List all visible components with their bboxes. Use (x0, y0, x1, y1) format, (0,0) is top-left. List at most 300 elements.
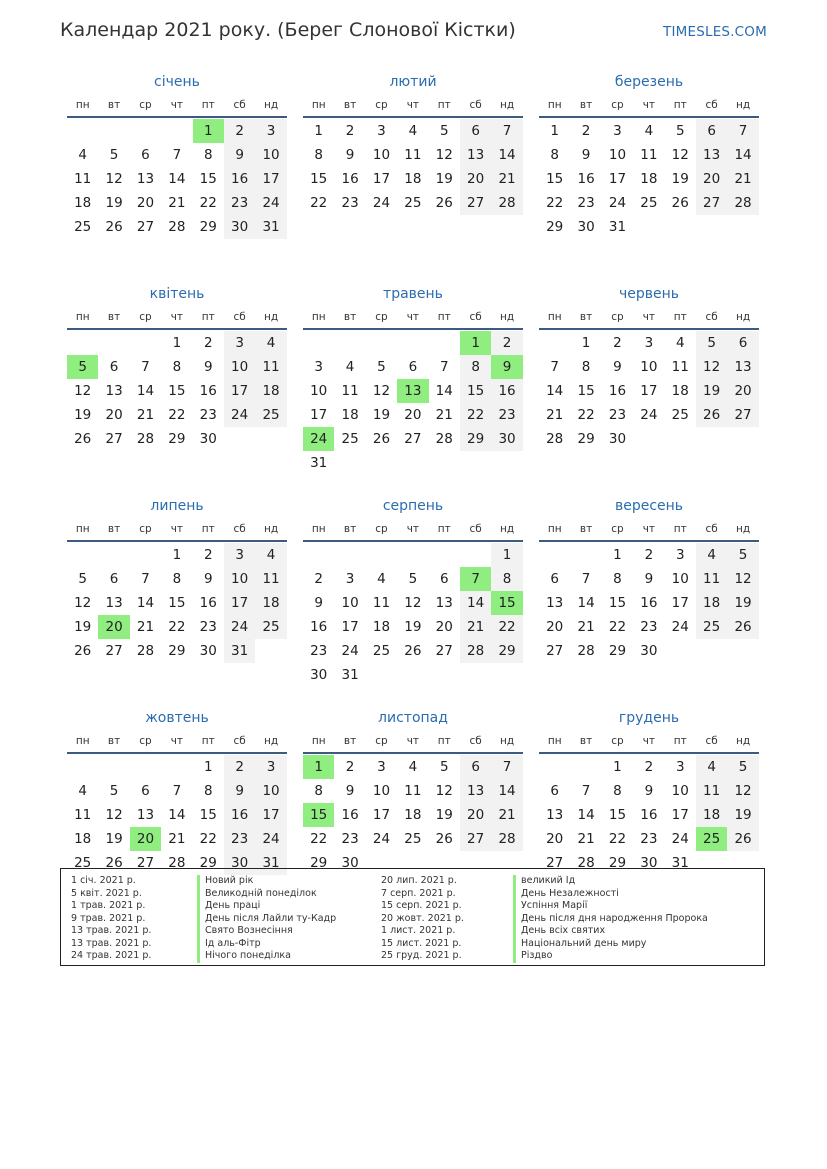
day-cell: 18 (74, 195, 92, 211)
weekday-label: сб (469, 523, 482, 535)
day-cell: 27 (105, 431, 123, 447)
weekday-label: ср (139, 311, 152, 323)
day-cell: 3 (644, 335, 654, 351)
legend-left-names (197, 875, 336, 963)
day-cell: 3 (675, 759, 685, 775)
day-cell: 11 (372, 595, 391, 611)
holiday-day-cell: 13 (397, 379, 428, 403)
legend-date: 24 трав. 2021 р. (71, 950, 152, 961)
weekday-header (67, 94, 287, 118)
day-cell: 11 (255, 355, 286, 379)
day-cell: 13 (546, 807, 564, 823)
day-cell: 4 (675, 335, 685, 351)
weekday-label: ср (375, 99, 388, 111)
holiday-day-cell: 1 (193, 119, 224, 143)
day-cell: 5 (377, 359, 386, 375)
day-cell: 1 (613, 759, 622, 775)
holiday-day-cell: 15 (491, 591, 522, 615)
weekday-label: пн (547, 735, 562, 747)
day-cell: 2 (224, 119, 255, 143)
weekday-label: пт (201, 311, 215, 323)
weekday-label: чт (642, 99, 656, 111)
holiday-day-cell: 1 (303, 755, 334, 779)
empty-cell (67, 119, 98, 143)
day-cell: 31 (310, 455, 328, 471)
day-cell: 16 (640, 807, 658, 823)
day-cell: 30 (640, 643, 658, 659)
day-cell: 21 (136, 619, 155, 635)
weekday-label: ср (375, 735, 388, 747)
weekday-label: нд (263, 523, 279, 535)
day-cell: 8 (172, 571, 182, 587)
day-cell: 30 (224, 215, 255, 239)
empty-cell (397, 543, 428, 567)
weekday-label: нд (499, 311, 515, 323)
day-cell: 7 (491, 119, 522, 143)
day-cell: 15 (460, 379, 491, 403)
day-cell: 19 (74, 619, 92, 635)
month-5 (539, 284, 759, 496)
day-cell: 22 (168, 407, 186, 423)
day-cell: 4 (696, 543, 727, 567)
day-cell: 2 (491, 331, 522, 355)
legend-holiday-name: День після дня народження Пророка (513, 913, 708, 926)
day-cell: 29 (199, 855, 217, 871)
day-cell: 23 (491, 403, 522, 427)
day-cell: 22 (310, 831, 328, 847)
days-grid (539, 331, 759, 451)
legend-date: 1 трав. 2021 р. (71, 900, 146, 911)
day-cell: 11 (74, 807, 92, 823)
day-cell: 24 (372, 195, 391, 211)
holiday-legend (60, 868, 765, 966)
day-cell: 31 (224, 639, 255, 663)
day-cell: 22 (577, 407, 595, 423)
day-cell: 13 (696, 143, 727, 167)
legend-holiday-name: Нічого понеділка (197, 950, 336, 963)
day-cell: 12 (671, 147, 689, 163)
day-cell: 13 (435, 595, 453, 611)
weekday-label: сб (705, 523, 718, 535)
weekday-label: сб (469, 311, 482, 323)
day-cell: 12 (74, 383, 92, 399)
empty-cell (429, 543, 460, 567)
days-grid (303, 331, 523, 475)
day-cell: 27 (727, 403, 758, 427)
weekday-label: нд (263, 99, 279, 111)
day-cell: 27 (546, 643, 564, 659)
weekday-label: сб (469, 735, 482, 747)
day-cell: 19 (372, 407, 391, 423)
legend-right-names (513, 875, 708, 963)
day-cell: 20 (105, 407, 123, 423)
day-cell: 3 (224, 543, 255, 567)
day-cell: 14 (136, 383, 155, 399)
day-cell: 7 (172, 147, 182, 163)
weekday-label: нд (499, 523, 515, 535)
day-cell: 29 (460, 427, 491, 451)
empty-cell (539, 543, 570, 567)
weekday-label: вт (107, 735, 121, 747)
day-cell: 1 (550, 123, 559, 139)
day-cell: 22 (199, 831, 217, 847)
day-cell: 7 (141, 571, 150, 587)
day-cell: 19 (671, 171, 689, 187)
day-cell: 14 (577, 595, 595, 611)
day-cell: 4 (255, 331, 286, 355)
day-cell: 23 (640, 619, 658, 635)
month-8 (539, 496, 759, 708)
weekday-label: пн (75, 311, 90, 323)
empty-cell (130, 755, 161, 779)
weekday-header (539, 94, 759, 118)
day-cell: 17 (224, 591, 255, 615)
day-cell: 28 (168, 855, 186, 871)
day-cell: 20 (696, 167, 727, 191)
weekday-label: пт (673, 523, 687, 535)
day-cell: 25 (671, 407, 689, 423)
day-cell: 26 (435, 195, 453, 211)
day-cell: 10 (341, 595, 359, 611)
weekday-label: пт (201, 523, 215, 535)
empty-cell (570, 755, 601, 779)
day-cell: 23 (199, 407, 217, 423)
empty-cell (67, 755, 98, 779)
day-cell: 8 (581, 359, 591, 375)
day-cell: 6 (550, 783, 559, 799)
weekday-label: пт (201, 99, 215, 111)
legend-date: 20 лип. 2021 р. (381, 875, 457, 886)
empty-cell (130, 331, 161, 355)
weekday-label: сб (233, 311, 246, 323)
day-cell: 17 (372, 171, 391, 187)
day-cell: 23 (199, 619, 217, 635)
day-cell: 20 (546, 831, 564, 847)
legend-holiday-name: Великодній понеділок (197, 888, 336, 901)
day-cell: 10 (671, 783, 689, 799)
empty-cell (334, 543, 365, 567)
month-0 (67, 72, 287, 284)
weekday-label: пн (311, 99, 326, 111)
weekday-header (303, 518, 523, 542)
day-cell: 8 (460, 355, 491, 379)
day-cell: 27 (696, 191, 727, 215)
day-cell: 30 (640, 855, 658, 871)
day-cell: 24 (255, 827, 286, 851)
day-cell: 1 (613, 547, 622, 563)
days-grid (67, 755, 287, 875)
day-cell: 9 (224, 143, 255, 167)
day-cell: 2 (613, 335, 622, 351)
day-cell: 30 (310, 667, 328, 683)
day-cell: 19 (727, 591, 758, 615)
day-cell: 10 (310, 383, 328, 399)
day-cell: 25 (640, 195, 658, 211)
day-cell: 15 (546, 171, 564, 187)
legend-right-dates (381, 875, 464, 963)
weekday-label: чт (642, 523, 656, 535)
weekday-label: пн (547, 99, 562, 111)
empty-cell (161, 755, 192, 779)
day-cell: 7 (581, 783, 591, 799)
day-cell: 6 (109, 571, 119, 587)
month-name: серпень (382, 498, 444, 514)
day-cell: 10 (608, 147, 627, 163)
day-cell: 6 (141, 783, 150, 799)
day-cell: 14 (460, 591, 491, 615)
month-name: лютий (389, 74, 437, 90)
empty-cell (161, 119, 192, 143)
day-cell: 29 (546, 219, 564, 235)
day-cell: 27 (546, 855, 564, 871)
month-name: липень (150, 498, 204, 514)
day-cell: 9 (203, 571, 213, 587)
day-cell: 20 (136, 195, 155, 211)
weekday-label: чт (406, 311, 420, 323)
day-cell: 3 (224, 331, 255, 355)
month-7 (303, 496, 523, 708)
empty-cell (98, 755, 129, 779)
day-cell: 27 (105, 643, 123, 659)
day-cell: 1 (581, 335, 591, 351)
day-cell: 5 (109, 147, 119, 163)
day-cell: 30 (577, 219, 595, 235)
day-cell: 11 (640, 147, 658, 163)
day-cell: 2 (203, 547, 213, 563)
legend-date: 20 жовт. 2021 р. (381, 912, 464, 924)
day-cell: 5 (696, 331, 727, 355)
day-cell: 17 (640, 383, 658, 399)
weekday-header (303, 94, 523, 118)
empty-cell (130, 543, 161, 567)
day-cell: 7 (550, 359, 559, 375)
day-cell: 28 (546, 431, 564, 447)
day-cell: 24 (372, 831, 391, 847)
day-cell: 13 (460, 779, 491, 803)
day-cell: 18 (640, 171, 658, 187)
day-cell: 27 (136, 219, 155, 235)
day-cell: 13 (546, 595, 564, 611)
day-cell: 18 (404, 807, 422, 823)
day-cell: 1 (172, 547, 182, 563)
day-cell: 3 (377, 123, 386, 139)
day-cell: 25 (372, 643, 391, 659)
day-cell: 8 (491, 567, 522, 591)
day-cell: 25 (74, 219, 92, 235)
day-cell: 11 (671, 359, 689, 375)
month-name: березень (614, 74, 684, 90)
day-cell: 30 (199, 643, 217, 659)
day-cell: 12 (105, 807, 123, 823)
empty-cell (303, 543, 334, 567)
day-cell: 16 (224, 803, 255, 827)
day-cell: 23 (577, 195, 595, 211)
weekday-label: ср (611, 735, 624, 747)
day-cell: 2 (345, 759, 355, 775)
weekday-label: вт (343, 99, 357, 111)
weekday-label: пн (75, 735, 90, 747)
day-cell: 8 (172, 359, 182, 375)
day-cell: 16 (608, 383, 627, 399)
day-cell: 14 (727, 143, 758, 167)
weekday-label: чт (642, 311, 656, 323)
site-link[interactable]: TIMESLES.COM (663, 24, 767, 40)
day-cell: 18 (671, 383, 689, 399)
day-cell: 10 (372, 147, 391, 163)
day-cell: 10 (671, 571, 689, 587)
holiday-day-cell: 25 (696, 827, 727, 851)
days-grid (539, 119, 759, 239)
day-cell: 28 (727, 191, 758, 215)
weekday-label: чт (170, 311, 184, 323)
month-name: травень (383, 286, 443, 302)
day-cell: 20 (546, 619, 564, 635)
day-cell: 20 (435, 619, 453, 635)
legend-date: 13 трав. 2021 р. (71, 937, 152, 949)
day-cell: 26 (671, 195, 689, 211)
days-grid (539, 755, 759, 875)
day-cell: 11 (74, 171, 92, 187)
day-cell: 17 (372, 807, 391, 823)
day-cell: 14 (435, 383, 453, 399)
day-cell: 15 (199, 171, 217, 187)
day-cell: 19 (727, 803, 758, 827)
day-cell: 20 (460, 167, 491, 191)
day-cell: 16 (491, 379, 522, 403)
day-cell: 4 (377, 571, 386, 587)
legend-holiday-name: День всіх святих (513, 925, 708, 938)
day-cell: 15 (199, 807, 217, 823)
legend-holiday-name: День Незалежності (513, 888, 708, 901)
day-cell: 28 (136, 431, 155, 447)
day-cell: 24 (640, 407, 658, 423)
day-cell: 17 (671, 807, 689, 823)
empty-cell (98, 119, 129, 143)
day-cell: 17 (255, 167, 286, 191)
day-cell: 10 (255, 143, 286, 167)
day-cell: 7 (439, 359, 449, 375)
day-cell: 31 (255, 215, 286, 239)
day-cell: 22 (491, 615, 522, 639)
day-cell: 25 (255, 615, 286, 639)
day-cell: 28 (577, 855, 595, 871)
day-cell: 26 (105, 219, 123, 235)
day-cell: 27 (460, 827, 491, 851)
day-cell: 11 (696, 567, 727, 591)
weekday-label: чт (406, 735, 420, 747)
weekday-label: чт (642, 735, 656, 747)
legend-date: 15 лист. 2021 р. (381, 937, 462, 949)
day-cell: 1 (314, 123, 323, 139)
day-cell: 19 (74, 407, 92, 423)
day-cell: 8 (550, 147, 559, 163)
holiday-day-cell: 24 (303, 427, 334, 451)
day-cell: 9 (644, 783, 654, 799)
day-cell: 14 (491, 143, 522, 167)
day-cell: 7 (172, 783, 182, 799)
day-cell: 11 (404, 783, 422, 799)
day-cell: 21 (460, 615, 491, 639)
day-cell: 22 (460, 403, 491, 427)
day-cell: 10 (224, 355, 255, 379)
day-cell: 18 (696, 591, 727, 615)
day-cell: 28 (491, 191, 522, 215)
day-cell: 12 (435, 783, 453, 799)
weekday-label: пт (673, 99, 687, 111)
day-cell: 9 (345, 783, 355, 799)
weekday-label: нд (499, 99, 515, 111)
day-cell: 10 (224, 567, 255, 591)
day-cell: 14 (577, 807, 595, 823)
day-cell: 5 (675, 123, 685, 139)
day-cell: 26 (727, 827, 758, 851)
day-cell: 13 (460, 143, 491, 167)
day-cell: 16 (199, 383, 217, 399)
weekday-label: пн (547, 523, 562, 535)
day-cell: 26 (372, 431, 391, 447)
day-cell: 26 (435, 831, 453, 847)
day-cell: 24 (671, 831, 689, 847)
legend-date: 25 груд. 2021 р. (381, 950, 462, 961)
day-cell: 5 (78, 571, 87, 587)
weekday-label: пт (673, 735, 687, 747)
holiday-day-cell: 15 (303, 803, 334, 827)
day-cell: 23 (224, 827, 255, 851)
day-cell: 21 (168, 831, 186, 847)
day-cell: 26 (727, 615, 758, 639)
day-cell: 14 (168, 807, 186, 823)
day-cell: 6 (696, 119, 727, 143)
days-grid (67, 543, 287, 663)
empty-cell (334, 331, 365, 355)
weekday-header (303, 730, 523, 754)
day-cell: 19 (696, 379, 727, 403)
day-cell: 29 (577, 431, 595, 447)
day-cell: 5 (408, 571, 418, 587)
day-cell: 16 (341, 807, 359, 823)
weekday-label: сб (233, 523, 246, 535)
day-cell: 7 (141, 359, 150, 375)
day-cell: 31 (608, 219, 627, 235)
day-cell: 29 (199, 219, 217, 235)
legend-holiday-name: Ід аль-Фітр (197, 938, 336, 951)
day-cell: 5 (439, 123, 449, 139)
day-cell: 4 (78, 147, 87, 163)
empty-cell (539, 755, 570, 779)
day-cell: 26 (74, 431, 92, 447)
day-cell: 26 (404, 643, 422, 659)
weekday-label: ср (139, 99, 152, 111)
holiday-day-cell: 20 (98, 615, 129, 639)
day-cell: 28 (460, 639, 491, 663)
weekday-label: пн (311, 735, 326, 747)
day-cell: 19 (105, 195, 123, 211)
day-cell: 3 (345, 571, 355, 587)
day-cell: 22 (546, 195, 564, 211)
day-cell: 23 (310, 643, 328, 659)
day-cell: 31 (671, 855, 689, 871)
day-cell: 23 (640, 831, 658, 847)
legend-holiday-name: День праці (197, 900, 336, 913)
weekday-label: вт (579, 311, 593, 323)
weekday-label: нд (263, 735, 279, 747)
day-cell: 1 (203, 759, 213, 775)
weekday-label: ср (139, 735, 152, 747)
empty-cell (67, 543, 98, 567)
month-name: листопад (378, 710, 448, 726)
weekday-label: сб (233, 735, 246, 747)
day-cell: 25 (404, 831, 422, 847)
